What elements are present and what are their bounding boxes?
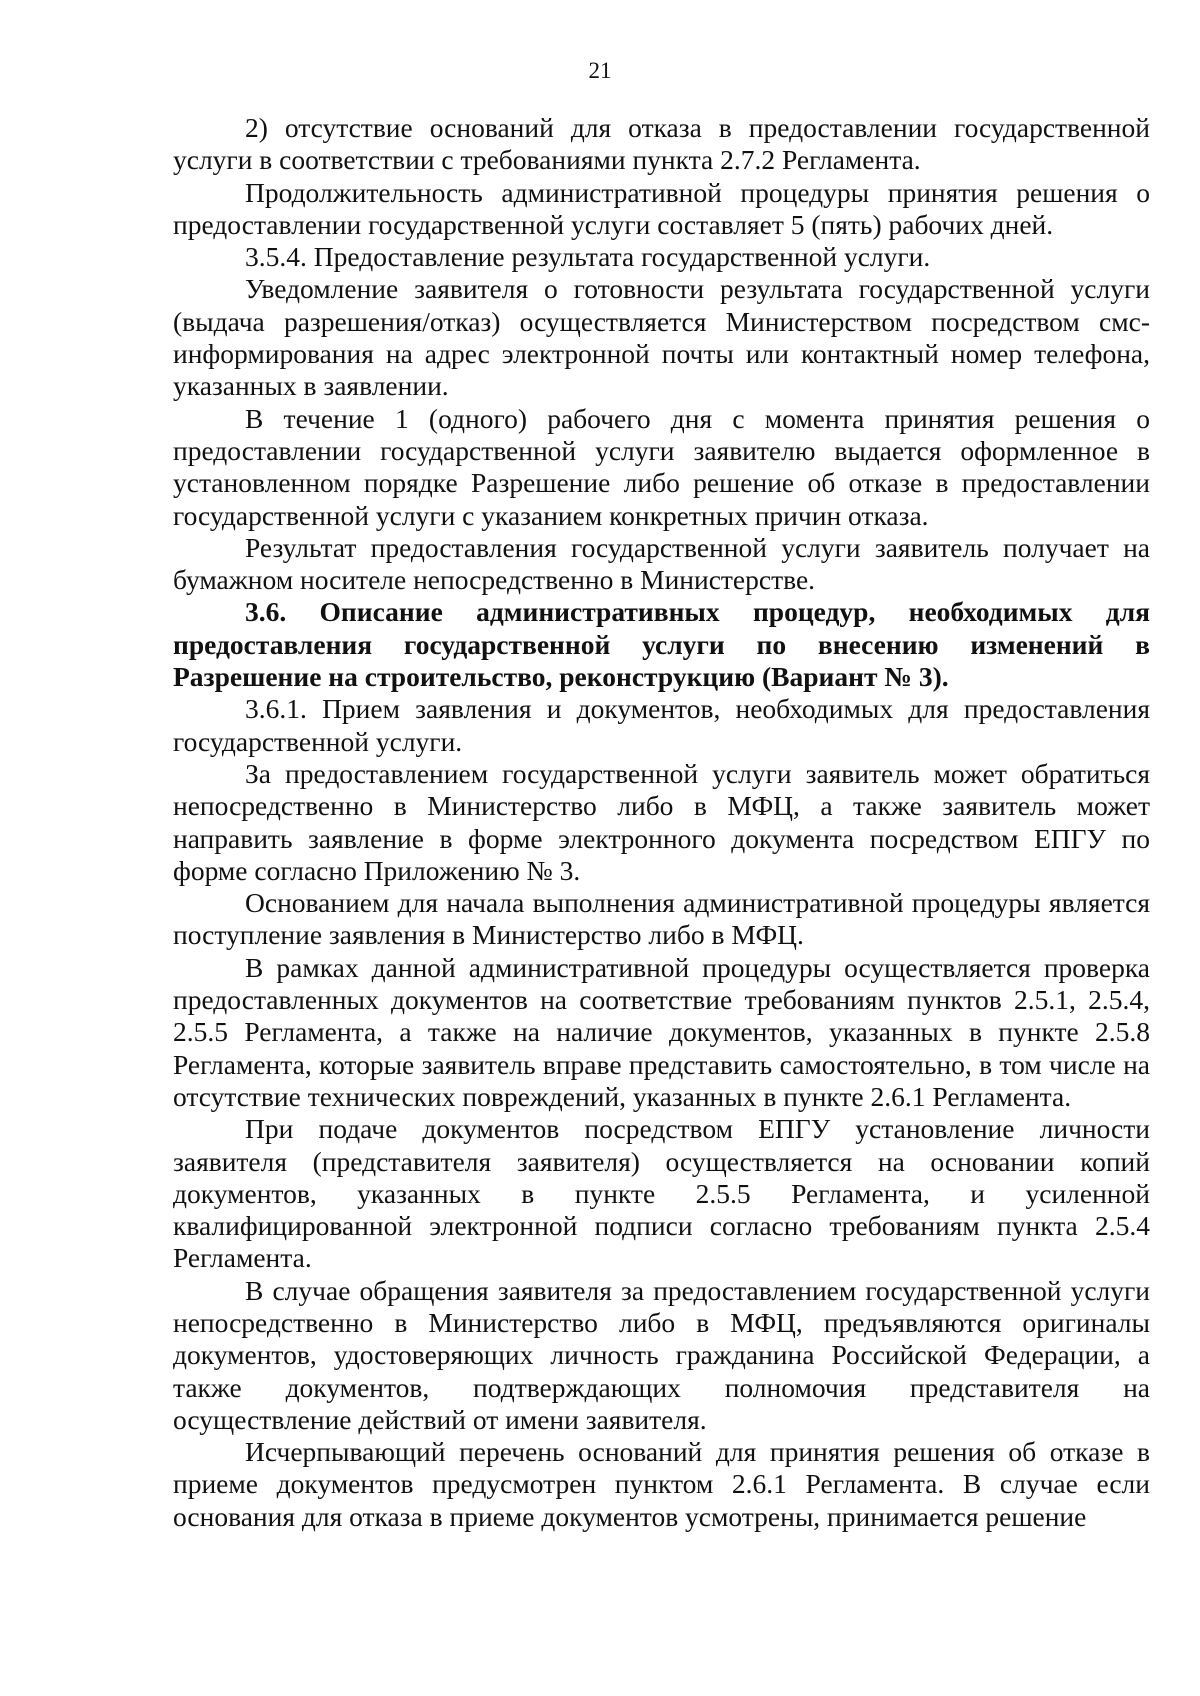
paragraph: Результат предоставления государственной услуги заявитель получает на бумажном носителе непосредственно в Министерстве.: [173, 531, 1150, 596]
paragraph: В рамках данной административной процедуры осуществляется проверка предоставленных документов на соответствие требованиям пунктов 2.5.1, 2.5.4, 2.5.5 Регламента, а также на наличие документов, указанных в пункте 2.5.8 Регламента, которые заявитель вправе представить самостоятельно, в том числе на отсутствие технических повреждений, указанных в пункте 2.6.1 Регламента.: [173, 951, 1150, 1112]
paragraph: 2) отсутствие оснований для отказа в предоставлении государственной услуги в соответствии с требованиями пункта 2.7.2 Регламента.: [173, 112, 1150, 176]
paragraph: В случае обращения заявителя за предоставлением государственной услуги непосредственно в Министерство либо в МФЦ, предъявляются оригиналы документов, удостоверяющих личность гражданина Российской Федерации, а также документов, подтверждающих полномочия представителя на осуществление действий от имени заявителя.: [173, 1274, 1150, 1435]
paragraph: Исчерпывающий перечень оснований для принятия решения об отказе в приеме документов предусмотрен пунктом 2.6.1 Регламента. В случае если основания для отказа в приеме документов усмотрены, принимается решение: [173, 1436, 1150, 1532]
paragraph: Основанием для начала выполнения административной процедуры является поступление заявления в Министерство либо в МФЦ.: [173, 887, 1150, 951]
section-heading: 3.6. Описание административных процедур, необходимых для предоставления государственной услуги по внесению изменений в Разрешение на строительство, реконструкцию (Вариант № 3).: [173, 596, 1150, 693]
paragraph: Продолжительность административной процедуры принятия решения о предоставлении государственной услуги составляет 5 (пять) рабочих дней.: [173, 176, 1150, 240]
paragraph: В течение 1 (одного) рабочего дня с момента принятия решения о предоставлении государственной услуги заявителю выдается оформленное в установленном порядке Разрешение либо решение об отказе в предоставлении государственной услуги с указанием конкретных причин отказа.: [173, 402, 1150, 531]
document-body: [173, 112, 1150, 1533]
paragraph: 3.5.4. Предоставление результата государственной услуги.: [245, 241, 931, 273]
paragraph: Уведомление заявителя о готовности результата государственной услуги (выдача разрешения/отказ) осуществляется Министерством посредством смс-информирования на адрес электронной почты или контактный номер телефона, указанных в заявлении.: [173, 273, 1150, 402]
paragraph: При подаче документов посредством ЕПГУ установление личности заявителя (представителя заявителя) осуществляется на основании копий документов, указанных в пункте 2.5.5 Регламента, и усиленной квалифицированной электронной подписи согласно требованиям пункта 2.5.4 Регламента.: [173, 1113, 1150, 1274]
paragraph: За предоставлением государственной услуги заявитель может обратиться непосредственно в Министерство либо в МФЦ, а также заявитель может направить заявление в форме электронного документа посредством ЕПГУ по форме согласно Приложению № 3.: [173, 757, 1150, 886]
paragraph: 3.6.1. Прием заявления и документов, необходимых для предоставления государственной услуги.: [173, 693, 1150, 757]
page-number: 21: [588, 58, 612, 83]
